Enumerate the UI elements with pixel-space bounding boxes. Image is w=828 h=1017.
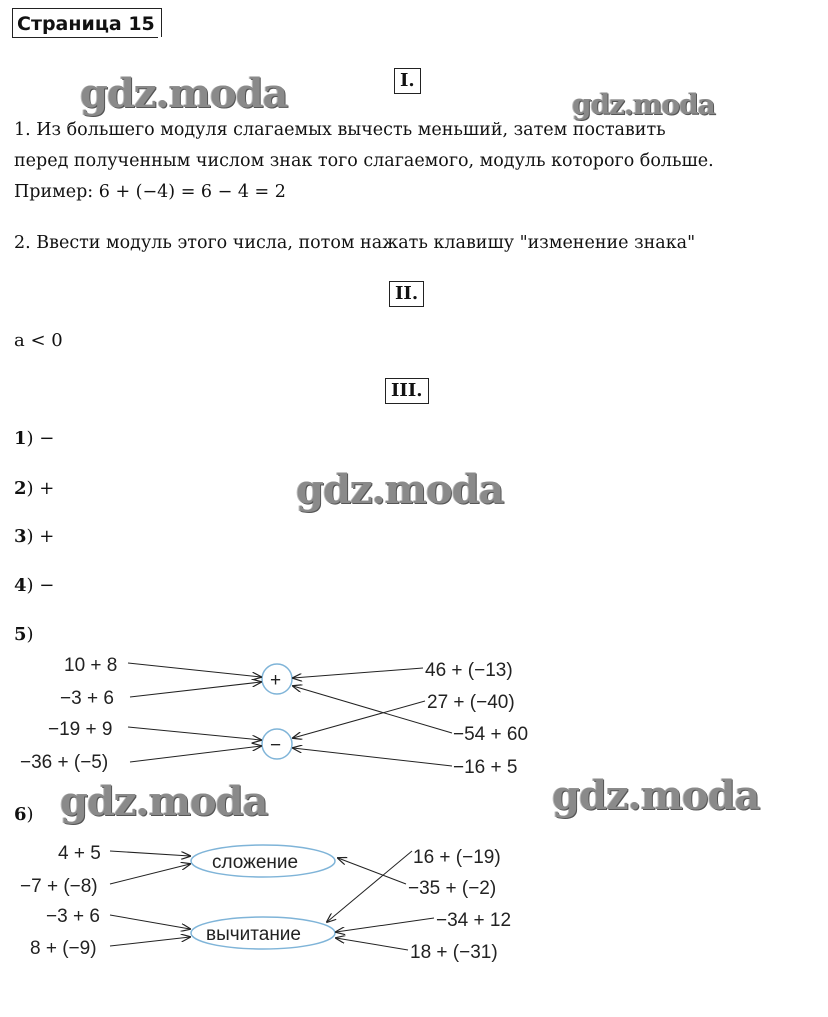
- left-expression: −3 + 6: [46, 906, 100, 927]
- answer-value: ): [26, 624, 34, 645]
- part1-line2: перед полученным числом знак того слагаемого, модуль которого больше.: [14, 151, 714, 171]
- page-label-underline: [12, 37, 158, 38]
- answer-item: [14, 424, 54, 454]
- minus-sign: −: [270, 735, 282, 756]
- part1-item2: 2. Ввести модуль этого числа, потом нажать клавишу "изменение знака": [14, 233, 696, 253]
- right-expression: −34 + 12: [436, 910, 512, 931]
- answer-number: 5: [14, 624, 27, 645]
- part1-line1: 1. Из большего модуля слагаемых вычесть меньший, затем поставить: [14, 120, 666, 140]
- answer-value: ) +: [26, 478, 55, 499]
- watermark: gdz.moda: [552, 772, 760, 819]
- watermark: gdz.moda: [60, 778, 268, 825]
- addition-label: сложение: [212, 852, 299, 873]
- section-heading-3: III.: [385, 378, 429, 404]
- left-expression: 4 + 5: [58, 843, 101, 864]
- right-expression: 46 + (−13): [425, 660, 513, 681]
- answer-value: ): [26, 804, 34, 825]
- part2-answer: a < 0: [14, 330, 63, 351]
- answer-number: 1: [14, 428, 27, 449]
- page-label: Страница 15: [12, 8, 162, 37]
- answer-item: [14, 474, 54, 504]
- watermark: gdz.moda: [296, 466, 504, 513]
- right-expression: 16 + (−19): [413, 847, 501, 868]
- plus-sign: +: [270, 670, 282, 691]
- left-expression: 10 + 8: [64, 655, 118, 676]
- watermark: gdz.moda: [572, 88, 715, 121]
- answer-item: [14, 522, 54, 552]
- answer-item: [14, 571, 54, 601]
- diagram-6: [0, 830, 560, 970]
- diagram-5: [0, 640, 560, 785]
- answer-value: ) −: [26, 428, 55, 449]
- part1-example: Пример: 6 + (−4) = 6 − 4 = 2: [14, 182, 286, 202]
- left-expression: −3 + 6: [60, 688, 114, 709]
- right-expression: 18 + (−31): [410, 942, 498, 963]
- answer-number: 3: [14, 526, 27, 547]
- answer-number: 2: [14, 478, 27, 499]
- right-expression: 27 + (−40): [427, 692, 515, 713]
- left-expression: −19 + 9: [48, 719, 113, 740]
- answer-item: [14, 800, 34, 830]
- section-heading-2: II.: [389, 281, 424, 307]
- left-expression: −36 + (−5): [20, 752, 109, 773]
- left-expression: −7 + (−8): [20, 876, 98, 897]
- answer-value: ) −: [26, 575, 55, 596]
- right-expression: −54 + 60: [453, 724, 529, 745]
- subtraction-label: вычитание: [206, 924, 301, 945]
- section-heading-1: I.: [394, 68, 421, 94]
- answer-number: 6: [14, 804, 27, 825]
- right-expression: −16 + 5: [453, 757, 518, 778]
- right-expression: −35 + (−2): [408, 878, 497, 899]
- answer-value: ) +: [26, 526, 55, 547]
- answer-number: 4: [14, 575, 27, 596]
- left-expression: 8 + (−9): [30, 938, 97, 959]
- watermark: gdz.moda: [80, 70, 288, 117]
